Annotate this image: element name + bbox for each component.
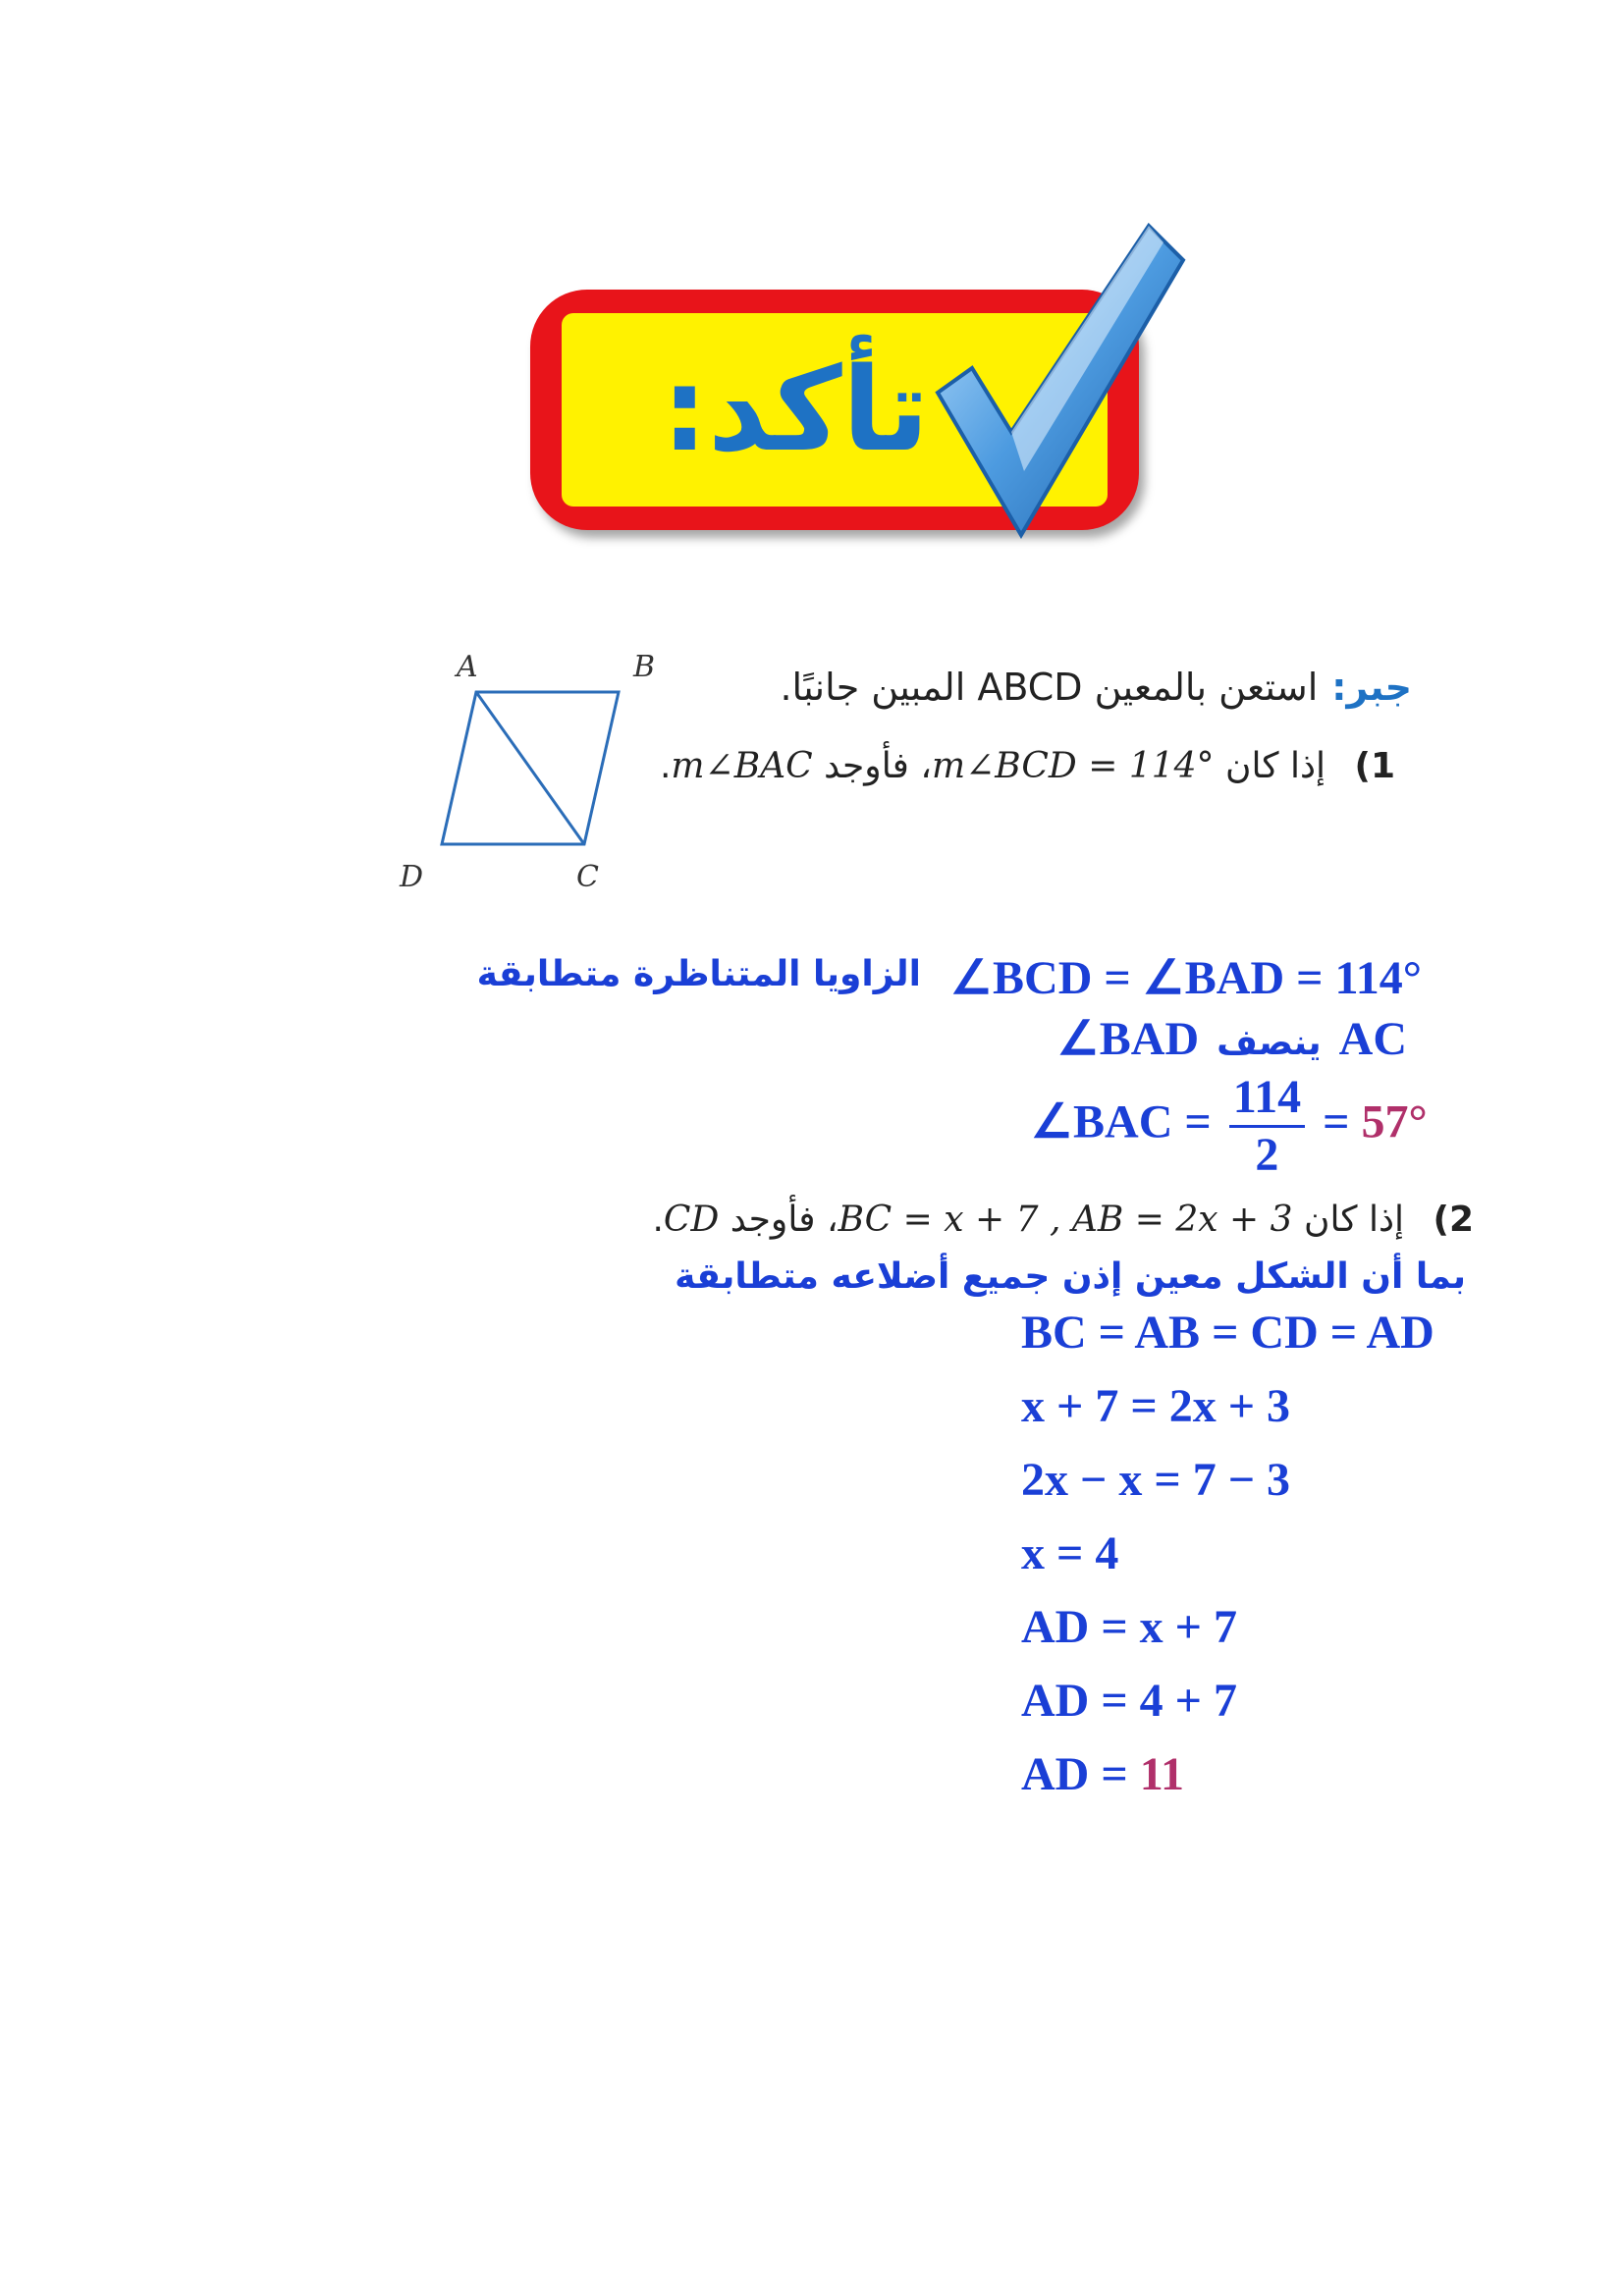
sol1-line2-angle: ∠BAD: [1056, 1013, 1200, 1065]
problem-intro-text: استعن بالمعين ABCD المبين جانبًا.: [780, 666, 1319, 709]
problem-tag: جبر:: [1331, 666, 1412, 709]
sol2-final: [1021, 1747, 1184, 1801]
sol1-fraction-numerator: 114: [1229, 1070, 1305, 1128]
label-b: B: [633, 650, 656, 684]
sol1-line3: [1031, 1070, 1428, 1183]
question-1-prefix: إذا كان: [1225, 746, 1326, 786]
question-2-end: .: [652, 1200, 664, 1240]
sol2-step: BC = AB = CD = AD: [1021, 1307, 1434, 1359]
sol2-step: x + 7 = 2x + 3: [1021, 1380, 1291, 1432]
sol1-line2-reason: ينصف: [1217, 1023, 1322, 1063]
question-1-target: m∠BAC: [671, 746, 813, 786]
sol1-line2: [1057, 1011, 1407, 1066]
question-2: [652, 1200, 1474, 1240]
sol2-final-lhs: AD =: [1021, 1748, 1128, 1800]
sol1-line1-reason: الزاويا المتناظرة متطابقة: [476, 954, 921, 994]
diagonal-ac: [476, 692, 584, 844]
question-1-end: .: [659, 746, 672, 786]
question-1-mid: ، فأوجد: [824, 746, 932, 786]
sol1-line3-eq: =: [1323, 1095, 1350, 1148]
question-2-mid: ، فأوجد: [730, 1200, 839, 1240]
sol1-fraction: [1229, 1070, 1305, 1183]
sol2-step: 2x − x = 7 − 3: [1021, 1454, 1291, 1506]
sol1-fraction-denominator: 2: [1255, 1129, 1279, 1181]
question-1-number: 1): [1354, 746, 1395, 786]
label-d: D: [400, 860, 424, 894]
sol1-line2-segment: AC: [1338, 1013, 1407, 1065]
rhombus-figure: [388, 643, 682, 898]
question-2-target: CD: [663, 1200, 720, 1240]
question-2-prefix: إذا كان: [1304, 1200, 1405, 1240]
sol1-answer: 57°: [1361, 1095, 1428, 1148]
question-2-given: BC = x + 7 , AB = 2x + 3: [838, 1200, 1293, 1240]
question-1: [660, 746, 1395, 786]
label-a: A: [457, 650, 478, 684]
sol1-line1-math: ∠BCD = ∠BAD = 114°: [950, 952, 1422, 1004]
sol1-line3-lhs: ∠BAC =: [1031, 1095, 1212, 1148]
sol2-step: x = 4: [1021, 1527, 1119, 1579]
question-2-number: 2): [1433, 1200, 1474, 1240]
sol2-answer: 11: [1139, 1748, 1185, 1800]
problem-intro: [780, 666, 1412, 709]
question-1-given: m∠BCD = 114°: [931, 746, 1215, 786]
sol2-step: AD = 4 + 7: [1021, 1675, 1238, 1727]
sol2-step: AD = x + 7: [1021, 1601, 1238, 1653]
banner-title: تأكد:: [661, 342, 930, 477]
sol2-reason: بما أن الشكل معين إذن جميع أضلاعه متطابقة: [675, 1256, 1466, 1297]
checkmark-icon: [918, 221, 1213, 545]
label-c: C: [576, 860, 599, 894]
